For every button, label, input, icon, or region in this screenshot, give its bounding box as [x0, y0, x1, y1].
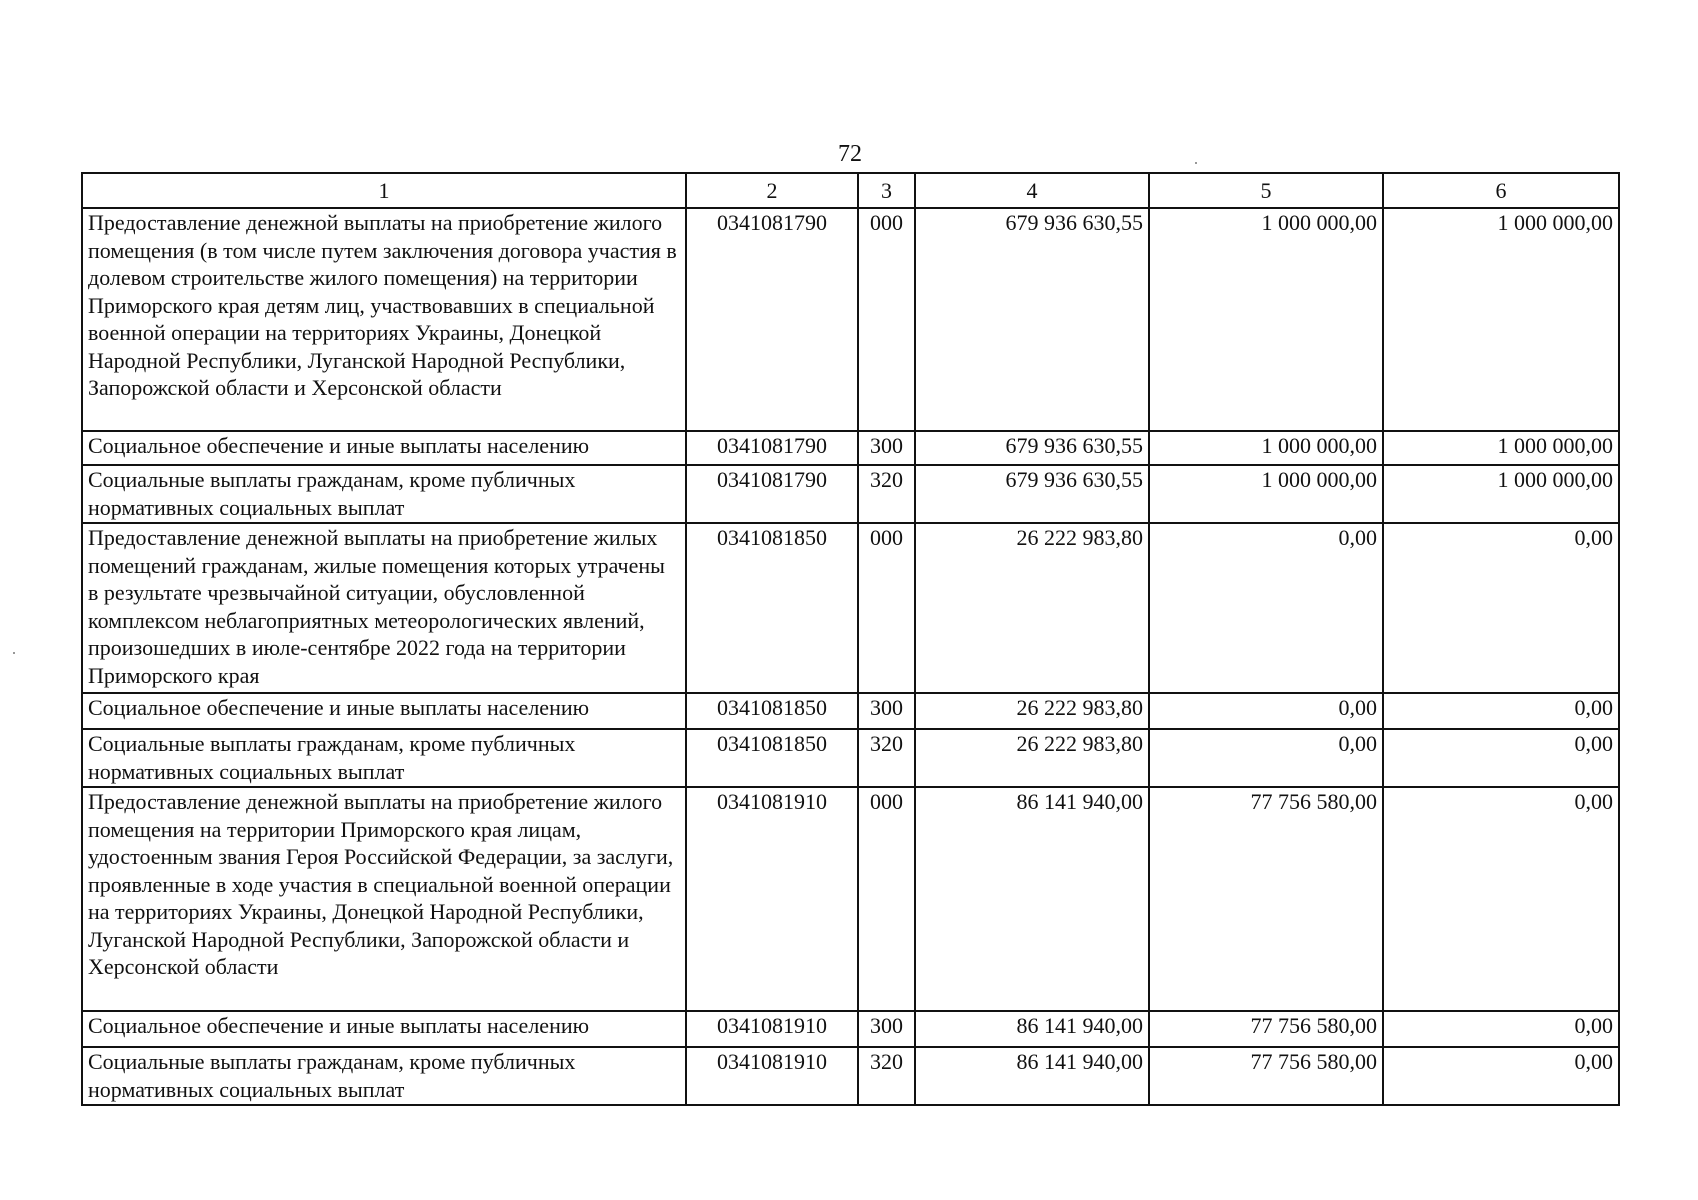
row-amount-6: 0,00 — [1383, 693, 1619, 729]
row-target-article: 0341081850 — [686, 523, 858, 693]
row-target-article: 0341081910 — [686, 1011, 858, 1047]
row-name: Социальное обеспечение и иные выплаты населению — [82, 431, 686, 465]
table-row — [82, 523, 1619, 693]
row-name: Социальное обеспечение и иные выплаты населению — [82, 693, 686, 729]
row-amount-5: 77 756 580,00 — [1149, 1047, 1383, 1105]
row-amount-5: 0,00 — [1149, 693, 1383, 729]
column-header: 6 — [1383, 173, 1619, 208]
row-expense-type: 320 — [858, 465, 915, 523]
row-expense-type: 000 — [858, 523, 915, 693]
scan-speck — [1195, 162, 1197, 164]
row-amount-6: 0,00 — [1383, 523, 1619, 693]
row-expense-type: 320 — [858, 1047, 915, 1105]
row-amount-6: 1 000 000,00 — [1383, 431, 1619, 465]
column-header: 5 — [1149, 173, 1383, 208]
row-amount-6: 0,00 — [1383, 1047, 1619, 1105]
row-name: Социальные выплаты гражданам, кроме публичных нормативных социальных выплат — [82, 729, 686, 787]
budget-table — [81, 172, 1620, 1106]
row-name: Предоставление денежной выплаты на приобретение жилого помещения (в том числе путем заключения договора участия в долевом строительстве жилого помещения) на территории Приморского края детям лиц, участвовавших в специальной военной операции на территориях Украины, Донецкой Народной Республики, Луганской Народной Республики, Запорожской области и Херсонской области — [82, 208, 686, 431]
column-header: 2 — [686, 173, 858, 208]
row-amount-4: 86 141 940,00 — [915, 1011, 1149, 1047]
column-header: 3 — [858, 173, 915, 208]
row-expense-type: 300 — [858, 431, 915, 465]
row-name: Предоставление денежной выплаты на приобретение жилого помещения на территории Приморского края лицам, удостоенным звания Героя Российской Федерации, за заслуги, проявленные в ходе участия в специальной военной операции на территориях Украины, Донецкой Народной Республики, Луганской Народной Республики, Запорожской области и Херсонской области — [82, 787, 686, 1011]
scan-speck — [13, 652, 15, 654]
row-amount-5: 77 756 580,00 — [1149, 1011, 1383, 1047]
table-row — [82, 465, 1619, 523]
row-amount-4: 86 141 940,00 — [915, 787, 1149, 1011]
table-row — [82, 787, 1619, 1011]
table-row — [82, 1047, 1619, 1105]
column-header: 1 — [82, 173, 686, 208]
row-name: Социальные выплаты гражданам, кроме публичных нормативных социальных выплат — [82, 465, 686, 523]
column-header: 4 — [915, 173, 1149, 208]
row-target-article: 0341081790 — [686, 208, 858, 431]
row-amount-5: 1 000 000,00 — [1149, 465, 1383, 523]
row-amount-5: 1 000 000,00 — [1149, 431, 1383, 465]
row-amount-6: 0,00 — [1383, 787, 1619, 1011]
row-name: Социальное обеспечение и иные выплаты населению — [82, 1011, 686, 1047]
row-target-article: 0341081910 — [686, 1047, 858, 1105]
row-amount-4: 86 141 940,00 — [915, 1047, 1149, 1105]
row-target-article: 0341081790 — [686, 465, 858, 523]
row-amount-6: 0,00 — [1383, 729, 1619, 787]
row-name: Предоставление денежной выплаты на приобретение жилых помещений гражданам, жилые помещения которых утрачены в результате чрезвычайной ситуации, обусловленной комплексом неблагоприятных метеорологических явлений, произошедших в июле-сентябре 2022 года на территории Приморского края — [82, 523, 686, 693]
row-expense-type: 300 — [858, 693, 915, 729]
row-target-article: 0341081790 — [686, 431, 858, 465]
table-row — [82, 208, 1619, 431]
row-amount-4: 679 936 630,55 — [915, 431, 1149, 465]
row-amount-4: 26 222 983,80 — [915, 693, 1149, 729]
row-target-article: 0341081850 — [686, 729, 858, 787]
page-number: 72 — [838, 141, 862, 167]
table-row — [82, 431, 1619, 465]
row-amount-6: 0,00 — [1383, 1011, 1619, 1047]
table-header-row — [82, 173, 1619, 208]
row-amount-5: 1 000 000,00 — [1149, 208, 1383, 431]
row-expense-type: 300 — [858, 1011, 915, 1047]
row-amount-6: 1 000 000,00 — [1383, 465, 1619, 523]
table-row — [82, 1011, 1619, 1047]
row-amount-5: 0,00 — [1149, 729, 1383, 787]
row-target-article: 0341081910 — [686, 787, 858, 1011]
row-name: Социальные выплаты гражданам, кроме публичных нормативных социальных выплат — [82, 1047, 686, 1105]
row-amount-4: 26 222 983,80 — [915, 729, 1149, 787]
row-target-article: 0341081850 — [686, 693, 858, 729]
row-expense-type: 000 — [858, 208, 915, 431]
row-amount-6: 1 000 000,00 — [1383, 208, 1619, 431]
row-amount-5: 77 756 580,00 — [1149, 787, 1383, 1011]
row-amount-4: 26 222 983,80 — [915, 523, 1149, 693]
row-amount-5: 0,00 — [1149, 523, 1383, 693]
row-amount-4: 679 936 630,55 — [915, 465, 1149, 523]
row-expense-type: 000 — [858, 787, 915, 1011]
table-row — [82, 729, 1619, 787]
table-row — [82, 693, 1619, 729]
row-expense-type: 320 — [858, 729, 915, 787]
row-amount-4: 679 936 630,55 — [915, 208, 1149, 431]
